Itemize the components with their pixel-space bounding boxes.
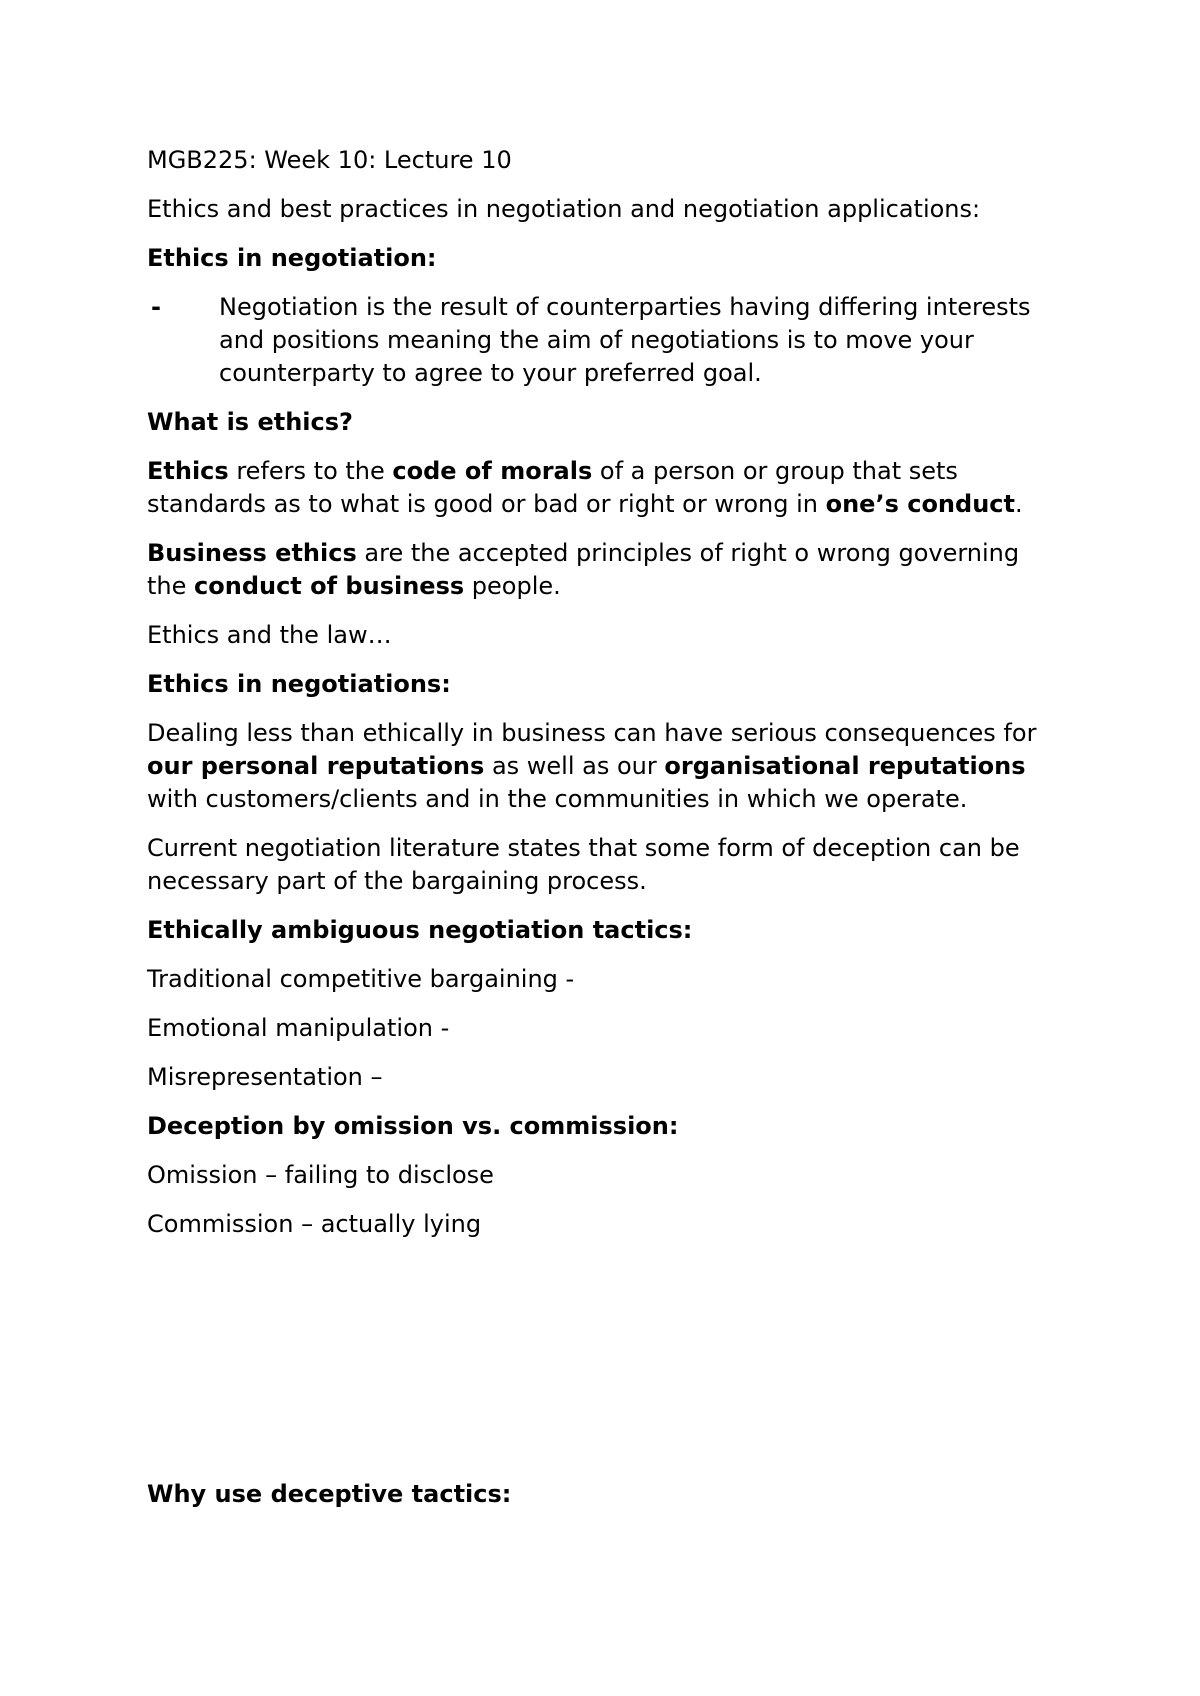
text-run: refers to the — [228, 457, 393, 485]
term-ethics: Ethics — [147, 457, 229, 485]
blank-space — [147, 1257, 1067, 1478]
tactic-item: Misrepresentation – — [147, 1063, 383, 1091]
tactic-item: Emotional manipulation - — [147, 1014, 450, 1042]
text-run: people. — [464, 572, 561, 600]
term-conduct-of-business: conduct of business — [194, 572, 465, 600]
text-run: . — [1014, 490, 1023, 518]
business-ethics-line — [147, 570, 1067, 603]
consequences-line: Dealing less than ethically in business can have serious consequences for — [147, 719, 1037, 747]
term-organisational-reputations: organisational reputations — [664, 752, 1026, 780]
text-run: standards as to what is good or bad or right or wrong in — [147, 490, 826, 518]
tactic-item: Traditional competitive bargaining - — [147, 965, 575, 993]
bullet-line: counterparty to agree to your preferred goal. — [219, 359, 762, 387]
heading-ethics-in-negotiation: Ethics in negotiation: — [147, 244, 437, 272]
course-title: MGB225: Week 10: Lecture 10 — [147, 146, 512, 174]
consequences-line: with customers/clients and in the communities in which we operate. — [147, 785, 968, 813]
deception-item: Omission – failing to disclose — [147, 1161, 494, 1189]
bullet-text — [219, 291, 1067, 390]
term-business-ethics: Business ethics — [147, 539, 357, 567]
document-page — [147, 144, 1067, 1527]
consequences-paragraph — [147, 717, 1067, 816]
ethics-and-law: Ethics and the law… — [147, 621, 392, 649]
business-ethics-line — [147, 537, 1067, 570]
deception-item: Commission – actually lying — [147, 1210, 482, 1238]
ethics-definition — [147, 455, 1067, 521]
consequences-line — [147, 750, 1067, 783]
business-ethics-definition — [147, 537, 1067, 603]
heading-deception: Deception by omission vs. commission: — [147, 1112, 679, 1140]
text-run: as well as our — [484, 752, 665, 780]
literature-line: necessary part of the bargaining process. — [147, 867, 647, 895]
heading-ethics-in-negotiations: Ethics in negotiations: — [147, 670, 451, 698]
bullet-item — [147, 291, 1067, 390]
ethics-definition-line — [147, 488, 1067, 521]
term-personal-reputations: our personal reputations — [147, 752, 485, 780]
bullet-line: and positions meaning the aim of negotiations is to move your — [219, 326, 974, 354]
text-run: are the accepted principles of right o wrong governing — [356, 539, 1020, 567]
term-ones-conduct: one’s conduct — [825, 490, 1015, 518]
literature-line: Current negotiation literature states that some form of deception can be — [147, 834, 1020, 862]
ethics-definition-line — [147, 455, 1067, 488]
text-run: the — [147, 572, 195, 600]
text-run: of a person or group that sets — [592, 457, 958, 485]
bullet-line: Negotiation is the result of counterparties having differing interests — [219, 293, 1031, 321]
lecture-topic: Ethics and best practices in negotiation and negotiation applications: — [147, 195, 981, 223]
literature-paragraph — [147, 832, 1067, 898]
heading-ambiguous-tactics: Ethically ambiguous negotiation tactics: — [147, 916, 693, 944]
heading-why-deceptive: Why use deceptive tactics: — [147, 1480, 512, 1508]
bullet-dash: - — [151, 293, 161, 321]
term-code-of-morals: code of morals — [392, 457, 593, 485]
heading-what-is-ethics: What is ethics? — [147, 408, 353, 436]
